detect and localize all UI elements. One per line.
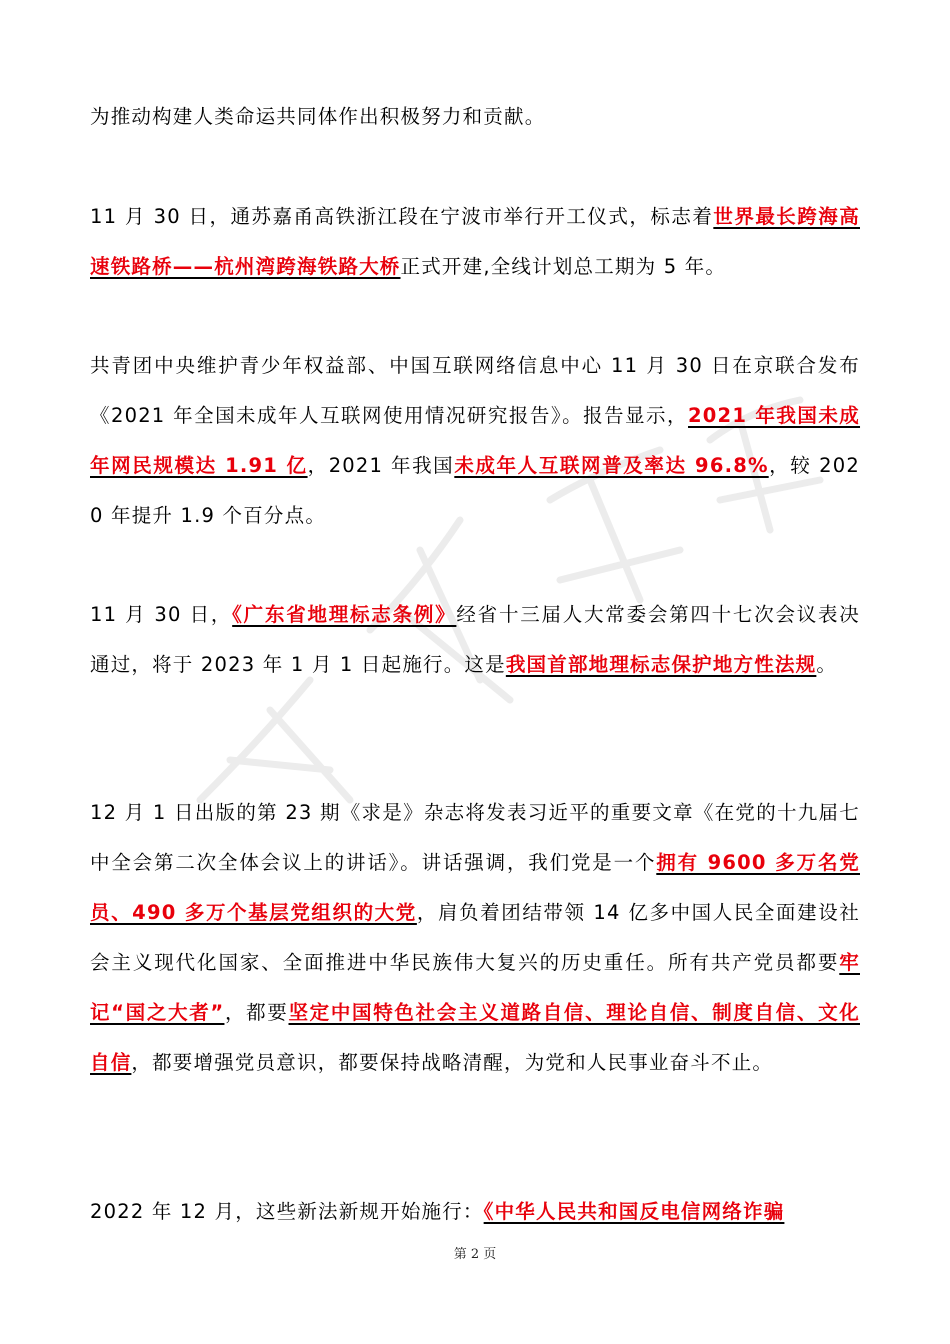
highlighted-text: 牢记“国之大者” [90, 951, 860, 1024]
highlighted-text: 《中华人民共和国反电信网络诈骗 [483, 1200, 785, 1223]
highlighted-text: 2021 年我国未成年网民规模达 1.91 亿 [90, 404, 861, 477]
body-text: 。 [816, 653, 838, 676]
page-number: 第 2 页 [453, 1247, 497, 1262]
paragraph-new-laws [90, 1187, 860, 1237]
body-text: 2022 年 12 月，这些新法新规开始施行： [90, 1200, 484, 1223]
body-text: 为推动构建人类命运共同体作出积极努力和贡献。 [90, 105, 546, 128]
paragraph-qiushi-article [90, 788, 860, 1088]
highlighted-text: 坚定中国特色社会主义道路自信、理论自信、制度自信、文化自信 [90, 1001, 860, 1074]
highlighted-text: 拥有 9600 多万名党员、490 多万个基层党组织的大党 [90, 851, 860, 924]
body-text: 11 月 30 日，通苏嘉甬高铁浙江段在宁波市举行开工仪式，标志着 [90, 205, 714, 228]
body-text: 正式开建,全线计划总工期为 5 年。 [400, 255, 727, 278]
paragraph-guangdong-regulation [90, 590, 860, 690]
highlighted-text: 未成年人互联网普及率达 96.8% [454, 454, 769, 477]
body-text: ，都要 [224, 1001, 289, 1024]
body-text: 共青团中央维护青少年权益部、中国互联网络信息中心 11 月 30 日在京联合发布《2021 年全国未成年人互联网使用情况研究报告》。报告显示， [90, 354, 860, 427]
body-text: ，肩负着团结带领 14 亿多中国人民全面建设社会主义现代化国家、全面推进中华民族伟大复兴的历史重任。所有共产党员都要 [90, 901, 860, 974]
paragraph-ending [90, 92, 860, 142]
body-text: ，较 2020 年提升 1.9 个百分点。 [90, 454, 861, 527]
highlighted-text: 我国首部地理标志保护地方性法规 [505, 653, 817, 676]
body-text: 12 月 1 日出版的第 23 期《求是》杂志将发表习近平的重要文章《在党的十九届七中全会第二次全体会议上的讲话》。讲话强调，我们党是一个 [90, 801, 860, 874]
paragraph-railway-bridge [90, 192, 860, 292]
highlighted-text: 《广东省地理标志条例》 [232, 603, 457, 626]
body-text: ，2021 年我国 [307, 454, 455, 477]
highlighted-text: 世界最长跨海高速铁路桥——杭州湾跨海铁路大桥 [90, 205, 860, 278]
body-text: 经省十三届人大常委会第四十七次会议表决通过，将于 2023 年 1 月 1 日起施行。这是 [90, 603, 860, 676]
body-text: 11 月 30 日， [90, 603, 233, 626]
paragraph-internet-report [90, 341, 860, 541]
body-text: ，都要增强党员意识，都要保持战略清醒，为党和人民事业奋斗不止。 [131, 1051, 774, 1074]
